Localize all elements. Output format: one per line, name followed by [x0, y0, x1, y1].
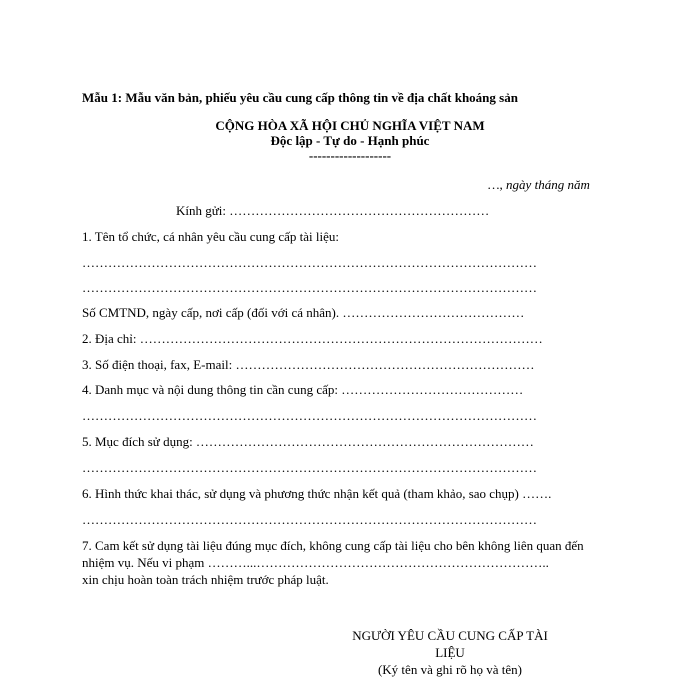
- signature-title-1: NGƯỜI YÊU CẦU CUNG CẤP TÀI: [352, 628, 548, 643]
- field-7-commitment-3: xin chịu hoàn toàn trách nhiệm trước pháp luật.: [82, 572, 329, 587]
- field-5-blank: ……………………………………………………………………………………………: [82, 460, 537, 475]
- national-motto: Độc lập - Tự do - Hạnh phúc: [270, 133, 430, 148]
- signature-title-2: LIỆU: [435, 645, 465, 660]
- field-6-label: 6. Hình thức khai thác, sử dụng và phương thức nhận kết quả (tham khảo, sao chụp) …….: [82, 486, 552, 501]
- field-5-label: 5. Mục đích sử dụng: ……………………………………………………………………: [82, 434, 534, 449]
- field-1-blank-2: ……………………………………………………………………………………………: [82, 280, 537, 295]
- recipient-line: Kính gửi: ……………………………………………………: [176, 203, 490, 218]
- form-title: Mẫu 1: Mẫu văn bản, phiếu yêu cầu cung cấp thông tin về địa chất khoáng sản: [82, 90, 518, 105]
- country-name: CỘNG HÒA XÃ HỘI CHỦ NGHĨA VIỆT NAM: [215, 118, 485, 133]
- field-6-blank: ……………………………………………………………………………………………: [82, 512, 537, 527]
- field-1-label: 1. Tên tổ chức, cá nhân yêu cầu cung cấp tài liệu:: [82, 229, 339, 244]
- signature-note: (Ký tên và ghi rõ họ và tên): [377, 662, 523, 677]
- field-2-address: 2. Địa chỉ: …………………………………………………………………………………: [82, 331, 543, 346]
- id-card-line: Số CMTND, ngày cấp, nơi cấp (đối với cá nhân). ……………………………………: [82, 305, 525, 320]
- field-7-commitment-1: 7. Cam kết sử dụng tài liệu đúng mục đích, không cung cấp tài liệu cho bên không liên quan đến: [82, 538, 584, 553]
- field-7-commitment-2: nhiệm vụ. Nếu vi phạm ………...…………………………………………………………..: [82, 555, 549, 570]
- field-1-blank-1: ……………………………………………………………………………………………: [82, 255, 537, 270]
- date-line: …, ngày tháng năm: [488, 177, 590, 192]
- field-3-contact: 3. Số điện thoại, fax, E-mail: ……………………………………………………………: [82, 357, 535, 372]
- field-4-blank: ……………………………………………………………………………………………: [82, 408, 537, 423]
- field-4-label: 4. Danh mục và nội dung thông tin cần cung cấp: ……………………………………: [82, 382, 524, 397]
- motto-underline: -------------------: [308, 148, 392, 163]
